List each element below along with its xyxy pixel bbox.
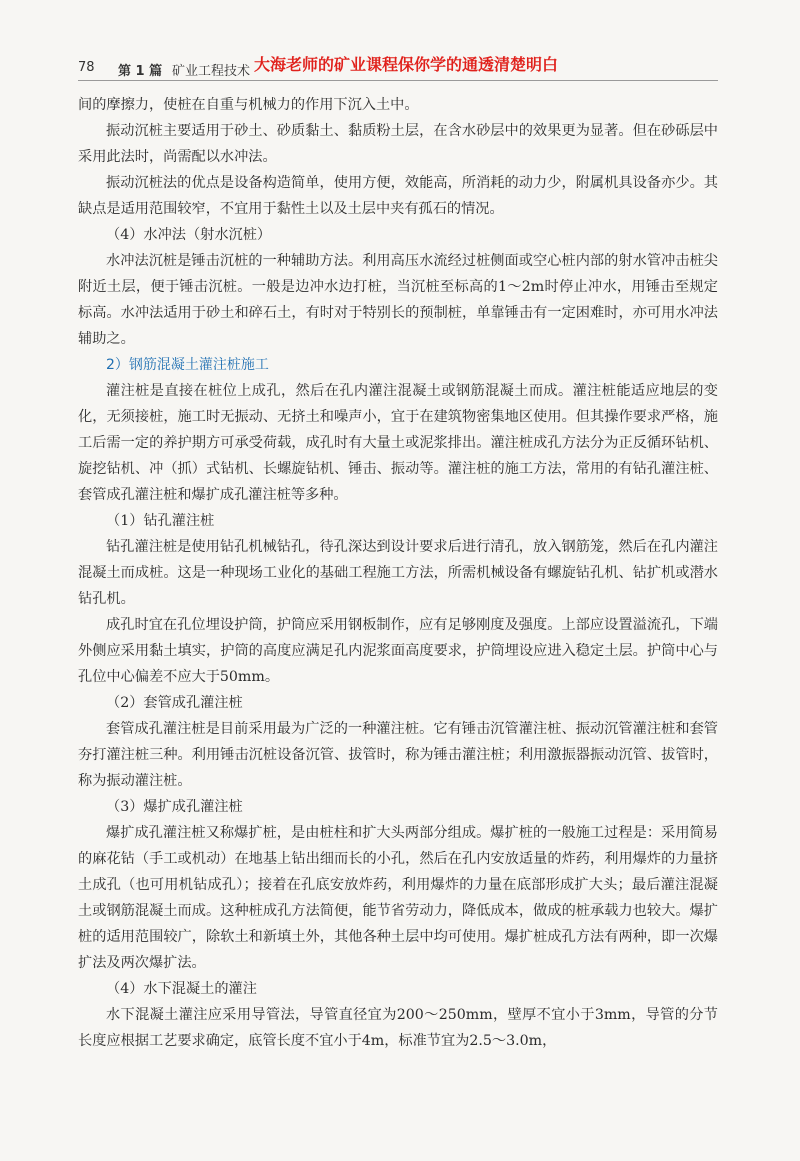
subsection-heading: （2）套管成孔灌注桩: [106, 695, 243, 711]
header-rule: [78, 80, 718, 81]
part-label: 第 1 篇: [118, 64, 163, 79]
paragraph: 灌注桩是直接在桩位上成孔，然后在孔内灌注混凝土或钢筋混凝土而成。灌注桩能适应地层的变化，无须接桩，施工时无振动、无挤土和噪声小，宜于在建筑物密集地区使用。但其操作要求严格，施工后需一定的养护期方可承受荷载，成孔时有大量土或泥浆排出。灌注桩成孔方法分为正反循环钻机、旋挖钻机、冲（抓）式钻机、长螺旋钻机、锤击、振动等。灌注桩的施工方法，常用的有钻孔灌注桩、套管成孔灌注桩和爆扩成孔灌注桩等多种。: [78, 383, 718, 503]
paragraph: 成孔时宜在孔位埋设护筒，护筒应采用钢板制作，应有足够刚度及强度。上部应设置溢流孔，下端外侧应采用黏土填实，护筒的高度应满足孔内泥浆面高度要求，护筒埋设应进入稳定土层。护筒中心与孔位中心偏差不应大于50mm。: [78, 617, 718, 685]
paragraph-continuation: 间的摩擦力，使桩在自重与机械力的作用下沉入土中。: [78, 97, 419, 113]
watermark-overlay-text: 大海老师的矿业课程保你学的通透清楚明白: [254, 55, 559, 74]
paragraph: 水下混凝土灌注应采用导管法，导管直径宜为200～250mm，壁厚不宜小于3mm，导管的分节长度应根据工艺要求确定，底管长度不宜小于4m，标准节宜为2.5～3.0m，: [78, 1007, 718, 1049]
page-number: 78: [78, 60, 95, 75]
section-heading: 2）钢筋混凝土灌注桩施工: [106, 357, 269, 373]
body-text: [78, 92, 718, 1054]
running-header: [78, 52, 718, 78]
paragraph: 钻孔灌注桩是使用钻孔机械钻孔，待孔深达到设计要求后进行清孔，放入钢筋笼，然后在孔内灌注混凝土而成桩。这是一种现场工业化的基础工程施工方法，所需机械设备有螺旋钻孔机、钻扩机或潜水钻孔机。: [78, 539, 718, 607]
paragraph: 爆扩成孔灌注桩又称爆扩桩，是由桩柱和扩大头两部分组成。爆扩桩的一般施工过程是：采用简易的麻花钻（手工或机动）在地基上钻出细而长的小孔，然后在孔内安放适量的炸药，利用爆炸的力量挤土成孔（也可用机钻成孔）；接着在孔底安放炸药，利用爆炸的力量在底部形成扩大头；最后灌注混凝土或钢筋混凝土而成。这种桩成孔方法简便，能节省劳动力，降低成本，做成的桩承载力也较大。爆扩桩的适用范围较广，除软土和新填土外，其他各种土层中均可使用。爆扩桩成孔方法有两种，即一次爆扩法及两次爆扩法。: [78, 825, 718, 971]
paragraph: 套管成孔灌注桩是目前采用最为广泛的一种灌注桩。它有锤击沉管灌注桩、振动沉管灌注桩和套管夯打灌注桩三种。利用锤击沉桩设备沉管、拔管时，称为锤击灌注桩；利用激振器振动沉管、拔管时，称为振动灌注桩。: [78, 721, 718, 789]
book-title: 矿业工程技术: [172, 64, 251, 79]
subsection-heading: （3）爆扩成孔灌注桩: [106, 799, 243, 815]
subsection-heading: （1）钻孔灌注桩: [106, 513, 215, 529]
subsection-heading: （4）水冲法（射水沉桩）: [106, 227, 272, 243]
paragraph: 振动沉桩法的优点是设备构造简单，使用方便，效能高，所消耗的动力少，附属机具设备亦少。其缺点是适用范围较窄，不宜用于黏性土以及土层中夹有孤石的情况。: [78, 175, 718, 217]
paragraph: 水冲法沉桩是锤击沉桩的一种辅助方法。利用高压水流经过桩侧面或空心桩内部的射水管冲击桩尖附近土层，便于锤击沉桩。一般是边冲水边打桩，当沉桩至标高的1～2m时停止冲水，用锤击至规定标高。水冲法适用于砂土和碎石土，有时对于特别长的预制桩，单靠锤击有一定困难时，亦可用水冲法辅助之。: [78, 253, 718, 347]
paragraph: 振动沉桩主要适用于砂土、砂质黏土、黏质粉土层，在含水砂层中的效果更为显著。但在砂砾层中采用此法时，尚需配以水冲法。: [78, 123, 718, 165]
subsection-heading: （4）水下混凝土的灌注: [106, 981, 257, 997]
